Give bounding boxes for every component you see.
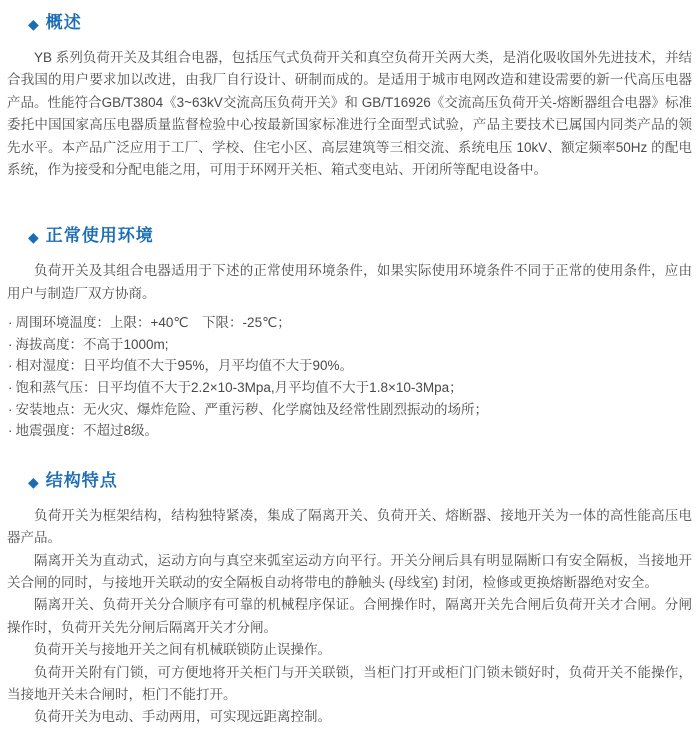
- dot-bullet-icon: ·: [8, 423, 13, 439]
- condition-list-item: [8, 312, 692, 334]
- dot-bullet-icon: ·: [8, 401, 13, 417]
- body-paragraph: 负荷开关与接地开关之间有机械联锁防止误操作。: [34, 642, 331, 658]
- section-title-text: 结构特点: [45, 470, 118, 490]
- document-section: [7, 12, 692, 181]
- dot-bullet-icon: ·: [8, 380, 13, 396]
- section-body: [7, 260, 692, 441]
- condition-text: 安装地点：无火灾、爆炸危险、严重污秽、化学腐蚀及经常性剧烈振动的场所；: [15, 401, 488, 417]
- diamond-bullet-icon: ◆: [28, 229, 40, 246]
- dot-bullet-icon: ·: [8, 358, 13, 374]
- section-title-text: 概述: [45, 13, 82, 32]
- body-paragraph: 负荷开关为框架结构，结构独特紧凑，集成了隔离开关、负荷开关、熔断器、接地开关为一体的高性能高压电器产品。: [7, 507, 692, 546]
- condition-text: 饱和蒸气压：日平均值不大于2.2×10-3Mpa,月平均值不大于1.8×10-3Mpa；: [15, 380, 463, 396]
- section-heading: [28, 470, 692, 492]
- body-paragraph: 负荷开关及其组合电器适用于下述的正常使用环境条件，如果实际使用环境条件不同于正常的使用条件，应由用户与制造厂双方协商。: [7, 263, 692, 301]
- condition-text: 相对湿度：日平均值不大于95%，月平均值不大于90%。: [15, 358, 354, 374]
- condition-list-item: [8, 334, 692, 356]
- condition-list-item: [8, 355, 692, 377]
- body-paragraph: YB 系列负荷开关及其组合电器，包括压气式负荷开关和真空负荷开关两大类，是消化吸收国外先进技术，并结合我国的用户要求加以改进，由我厂自行设计、研制而成的。是适用于城市电网改造和建设需要的新一代高压电器产品。性能符合GB/T3804《3~63kV交流高压负荷开关》和 GB/T16926《交流高压负荷开关-熔断器组合电器》标准委托中国国家高压电器质量监督检验中心按最新国家标准进行全面型式试验，产品主要技术已属国内同类产品的领先水平。本产品广泛应用于工厂、学校、住宅小区、高层建筑等三相交流、系统电压 10kV、额定频率50Hz 的配电系统，作为接受和分配电能之用，可用于环网开关柜、箱式变电站、开闭所等配电设备中。: [7, 50, 692, 178]
- body-paragraph: 隔离开关、负荷开关分合顺序有可靠的机械程序保证。合闸操作时，隔离开关先合闸后负荷开关才合闸。分闸操作时，负荷开关先分闸后隔离开关才分闸。: [7, 597, 692, 635]
- condition-text: 周围环境温度：上限：+40℃ 下限：-25℃；: [15, 315, 291, 331]
- body-paragraph: 隔离开关为直动式，运动方向与真空来弧室运动方向平行。开关分闸后具有明显隔断口有安全隔板，当接地开关合闸的同时，与接地开关联动的安全隔板自动将带电的静触头 (母线室) 封闭，检修或更换熔断器绝对安全。: [7, 552, 692, 591]
- section-heading: [28, 12, 692, 34]
- document-section: [7, 225, 692, 441]
- diamond-bullet-icon: ◆: [28, 473, 40, 490]
- document-section: [7, 470, 692, 729]
- section-body: [7, 47, 692, 181]
- body-paragraph: 负荷开关为电动、手动两用，可实现远距离控制。: [34, 709, 331, 725]
- condition-list-item: [8, 399, 692, 421]
- dot-bullet-icon: ·: [8, 336, 13, 352]
- condition-list-item: [8, 420, 692, 442]
- condition-text: 海拔高度：不高于1000m;: [15, 336, 169, 352]
- dot-bullet-icon: ·: [8, 315, 13, 331]
- body-paragraph: 负荷开关附有门锁，可方便地将开关柜门与开关联锁，当柜门打开或柜门门锁未锁好时，负荷开关不能操作，当接地开关未合闸时，柜门不能打开。: [7, 664, 692, 703]
- condition-list: [7, 312, 692, 442]
- section-body: [7, 505, 692, 729]
- diamond-bullet-icon: ◆: [28, 16, 40, 32]
- condition-text: 地震强度：不超过8级。: [15, 423, 159, 439]
- section-title-text: 正常使用环境: [45, 226, 154, 246]
- section-heading: [28, 225, 692, 247]
- condition-list-item: [8, 377, 692, 399]
